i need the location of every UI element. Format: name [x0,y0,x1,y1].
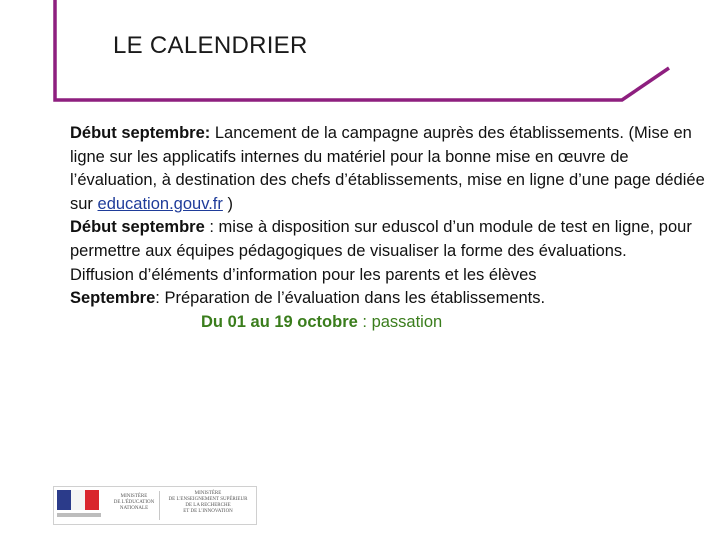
item-text: : Préparation de l’évaluation dans les établissements. [155,289,546,308]
item-date-label: Début septembre: [70,124,211,142]
calendar-item [70,264,710,288]
calendar-item [70,122,710,216]
passation-text: : passation [357,312,443,331]
item-text-end: ) [222,194,233,213]
item-text: Lancement de la campagne auprès des établissements. (Mise en ligne sur les applicatifs internes du matériel pour la bonne mise en œuvre de l’évaluation, à destination des chefs d’établissements, mise en ligne d’une page dédiée sur [70,124,705,213]
item-date-label: Septembre [70,289,156,308]
item-text: : mise à disposition sur eduscol d’un module de test en ligne, pour permettre aux équipes pédagogiques de visualiser la forme des évaluations. [70,218,692,260]
calendar-item [70,287,710,311]
ministry-research-name: MINISTÈRE DE L'ENSEIGNEMENT SUPÉRIEUR DE LA RECHERCHE ET DE L'INNOVATION [168,491,248,514]
calendar-item-passation [70,311,710,335]
page-title: LE CALENDRIER [113,32,308,59]
passation-date-label: Du 01 au 19 octobre [201,312,358,331]
calendar-body [70,122,710,334]
marianne-logo [57,490,101,520]
item-text: Diffusion d’éléments d’information pour les parents et les élèves [70,265,537,284]
logo-divider [159,491,160,520]
education-gouv-link[interactable]: education.gouv.fr [97,194,223,213]
item-date-label: Début septembre [70,218,205,237]
ministry-education-name: MINISTÈRE DE L'ÉDUCATION NATIONALE [113,494,155,511]
calendar-item [70,216,710,263]
footer-logos [53,486,257,525]
